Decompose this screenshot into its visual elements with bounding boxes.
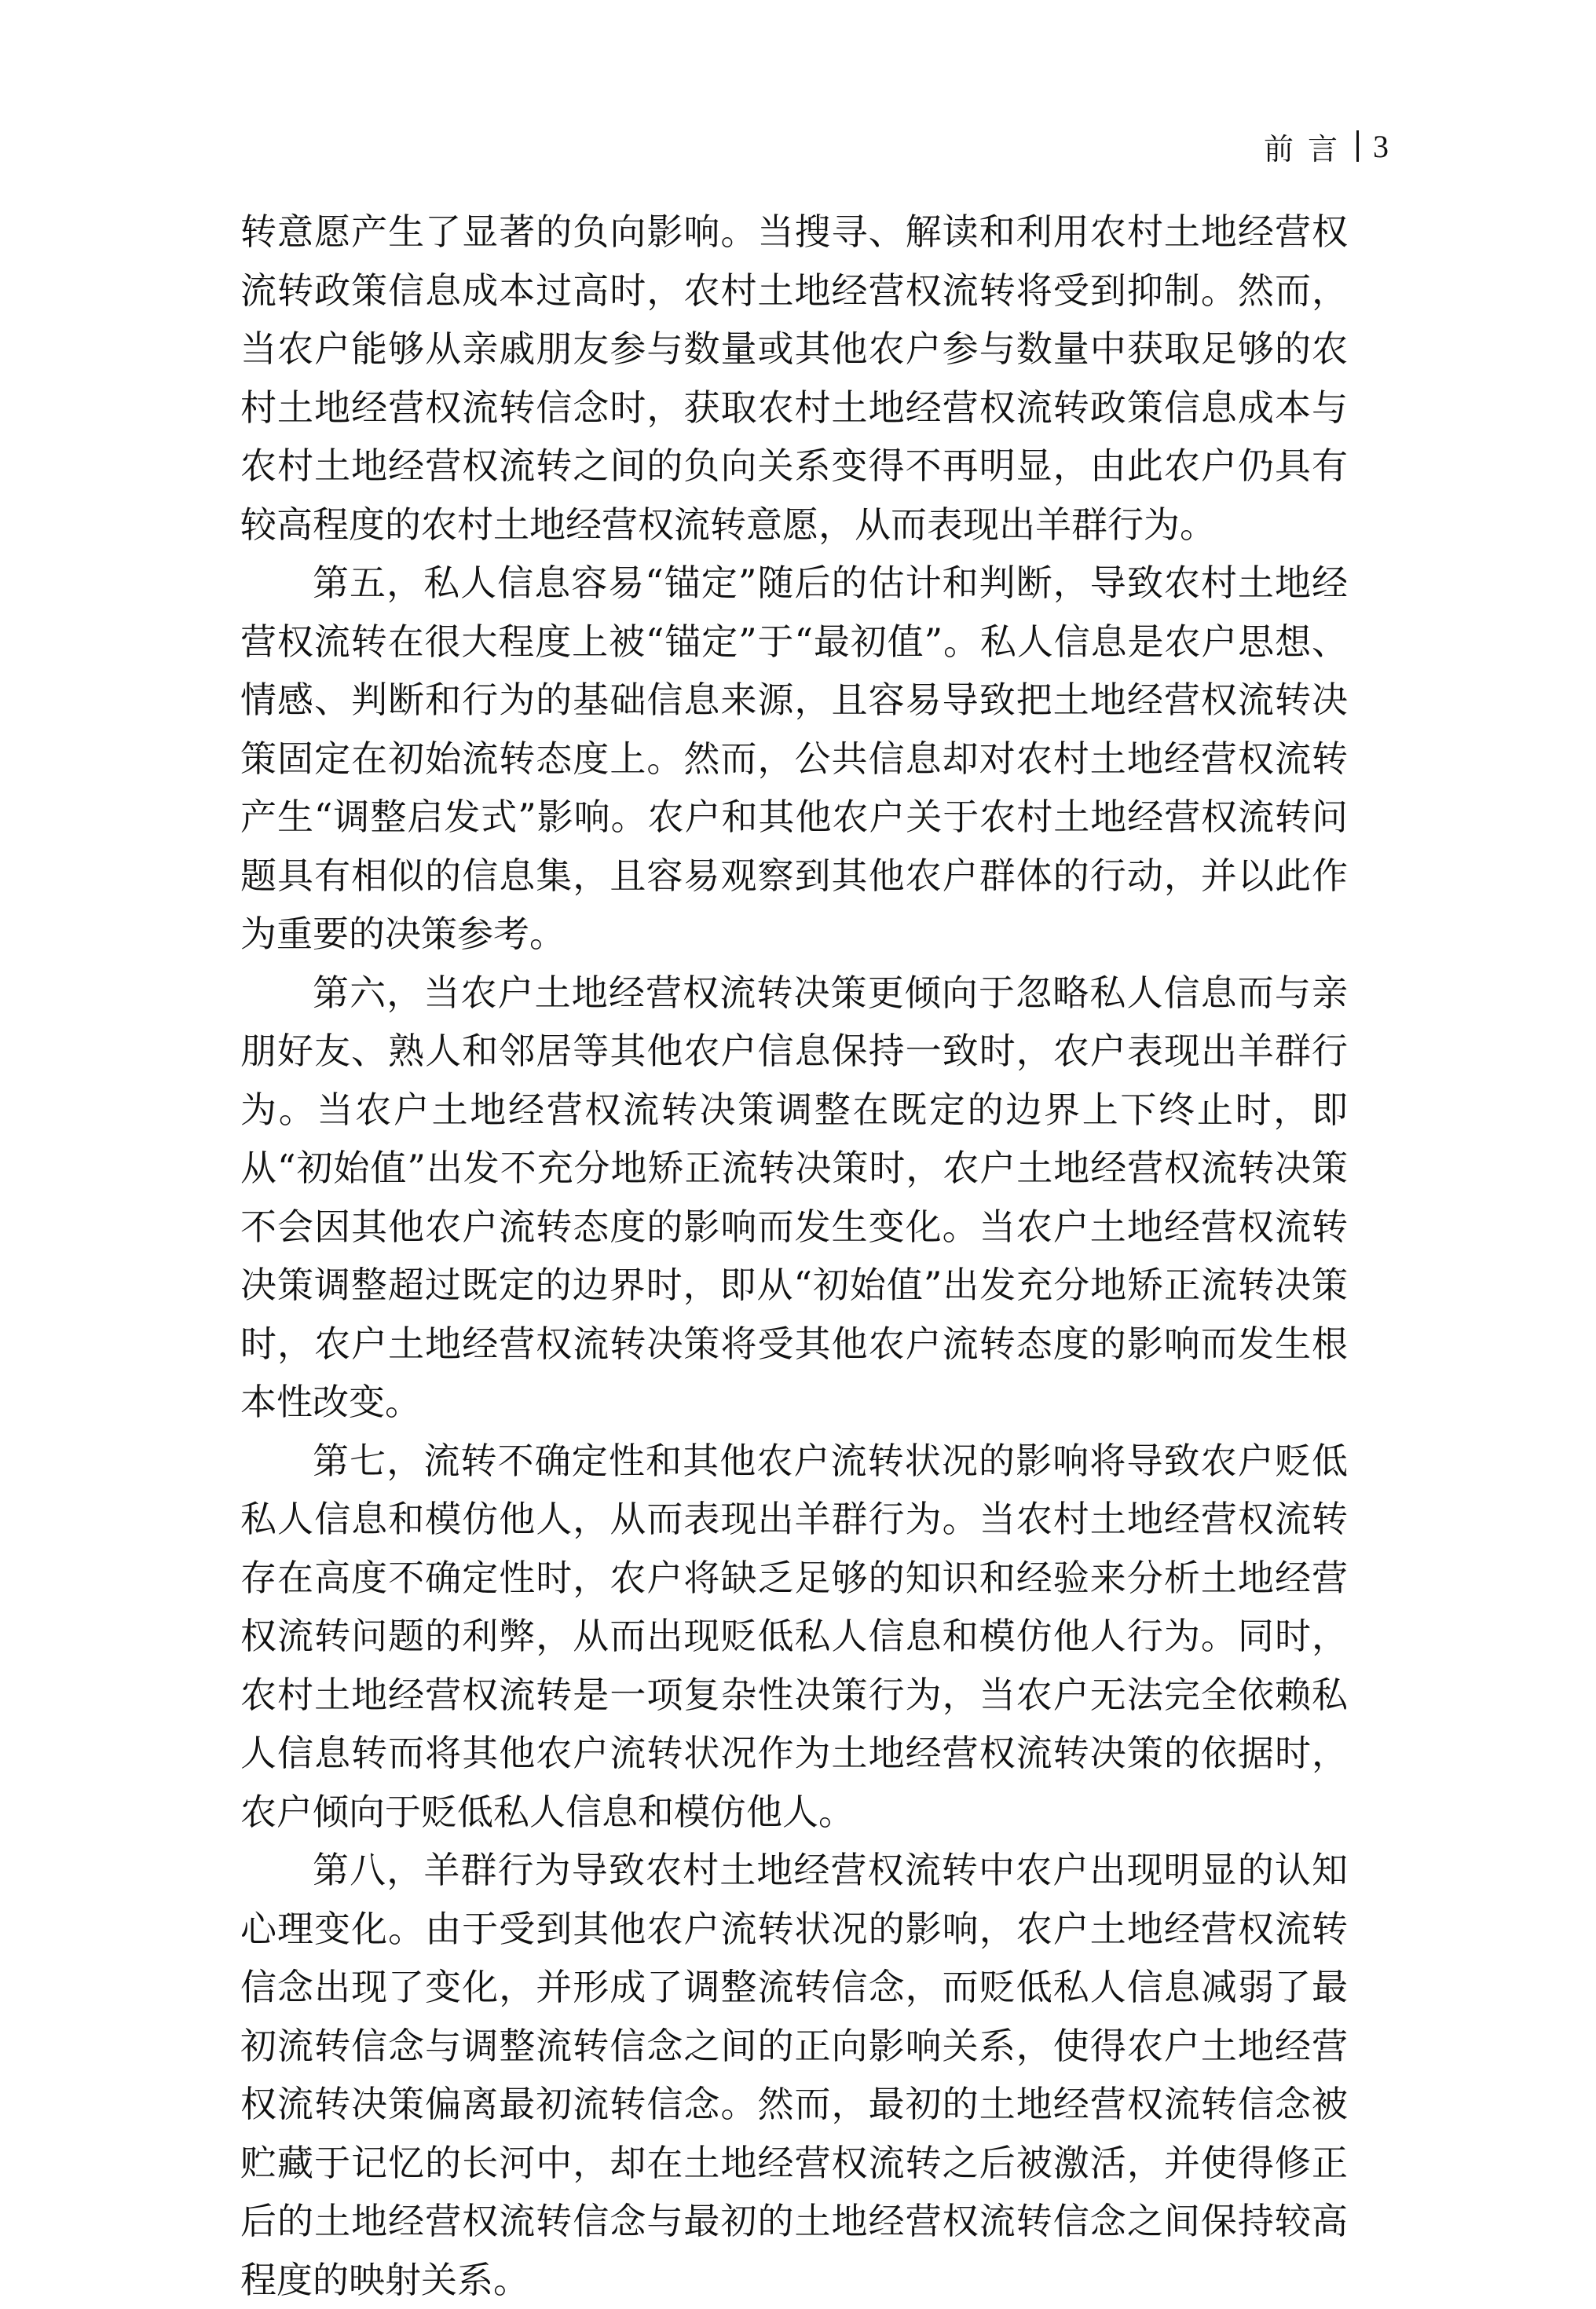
running-head-section-title: 前言: [1263, 131, 1352, 166]
running-head: [1264, 124, 1390, 168]
page-number: 3: [1373, 128, 1390, 164]
running-head-divider: [1356, 130, 1359, 162]
body-text: [240, 203, 1348, 2309]
paragraph-continuation: 转意愿产生了显著的负向影响。当搜寻、解读和利用农村土地经营权流转政策信息成本过高时，农村土地经营权流转将受到抑制。然而，当农户能够从亲戚朋友参与数量或其他农户参与数量中获取足够的农村土地经营权流转信念时，获取农村土地经营权流转政策信息成本与农村土地经营权流转之间的负向关系变得不再明显，由此农户仍具有较高程度的农村土地经营权流转意愿，从而表现出羊群行为。: [240, 210, 1348, 546]
paragraph-point-eight: 第八，羊群行为导致农村土地经营权流转中农户出现明显的认知心理变化。由于受到其他农户流转状况的影响，农户土地经营权流转信念出现了变化，并形成了调整流转信念，而贬低私人信息减弱了最初流转信念与调整流转信念之间的正向影响关系，使得农户土地经营权流转决策偏离最初流转信念。然而，最初的土地经营权流转信念被贮藏于记忆的长河中，却在土地经营权流转之后被激活，并使得修正后的土地经营权流转信念与最初的土地经营权流转信念之间保持较高程度的映射关系。: [240, 1849, 1348, 2301]
paragraph-point-five: 第五，私人信息容易“锚定”随后的估计和判断，导致农村土地经营权流转在很大程度上被“锚定”于“最初值”。私人信息是农户思想、情感、判断和行为的基础信息来源，且容易导致把土地经营权流转决策固定在初始流转态度上。然而，公共信息却对农村土地经营权流转产生“调整启发式”影响。农户和其他农户关于农村土地经营权流转问题具有相似的信息集，且容易观察到其他农户群体的行动，并以此作为重要的决策参考。: [240, 562, 1348, 955]
paragraph-point-six: 第六，当农户土地经营权流转决策更倾向于忽略私人信息而与亲朋好友、熟人和邻居等其他农户信息保持一致时，农户表现出羊群行为。当农户土地经营权流转决策调整在既定的边界上下终止时，即从“初始值”出发不充分地矫正流转决策时，农户土地经营权流转决策不会因其他农户流转态度的影响而发生变化。当农户土地经营权流转决策调整超过既定的边界时，即从“初始值”出发充分地矫正流转决策时，农户土地经营权流转决策将受其他农户流转态度的影响而发生根本性改变。: [240, 971, 1348, 1423]
paragraph-point-seven: 第七，流转不确定性和其他农户流转状况的影响将导致农户贬低私人信息和模仿他人，从而表现出羊群行为。当农村土地经营权流转存在高度不确定性时，农户将缺乏足够的知识和经验来分析土地经营权流转问题的利弊，从而出现贬低私人信息和模仿他人行为。同时，农村土地经营权流转是一项复杂性决策行为，当农户无法完全依赖私人信息转而将其他农户流转状况作为土地经营权流转决策的依据时，农户倾向于贬低私人信息和模仿他人。: [240, 1439, 1348, 1833]
